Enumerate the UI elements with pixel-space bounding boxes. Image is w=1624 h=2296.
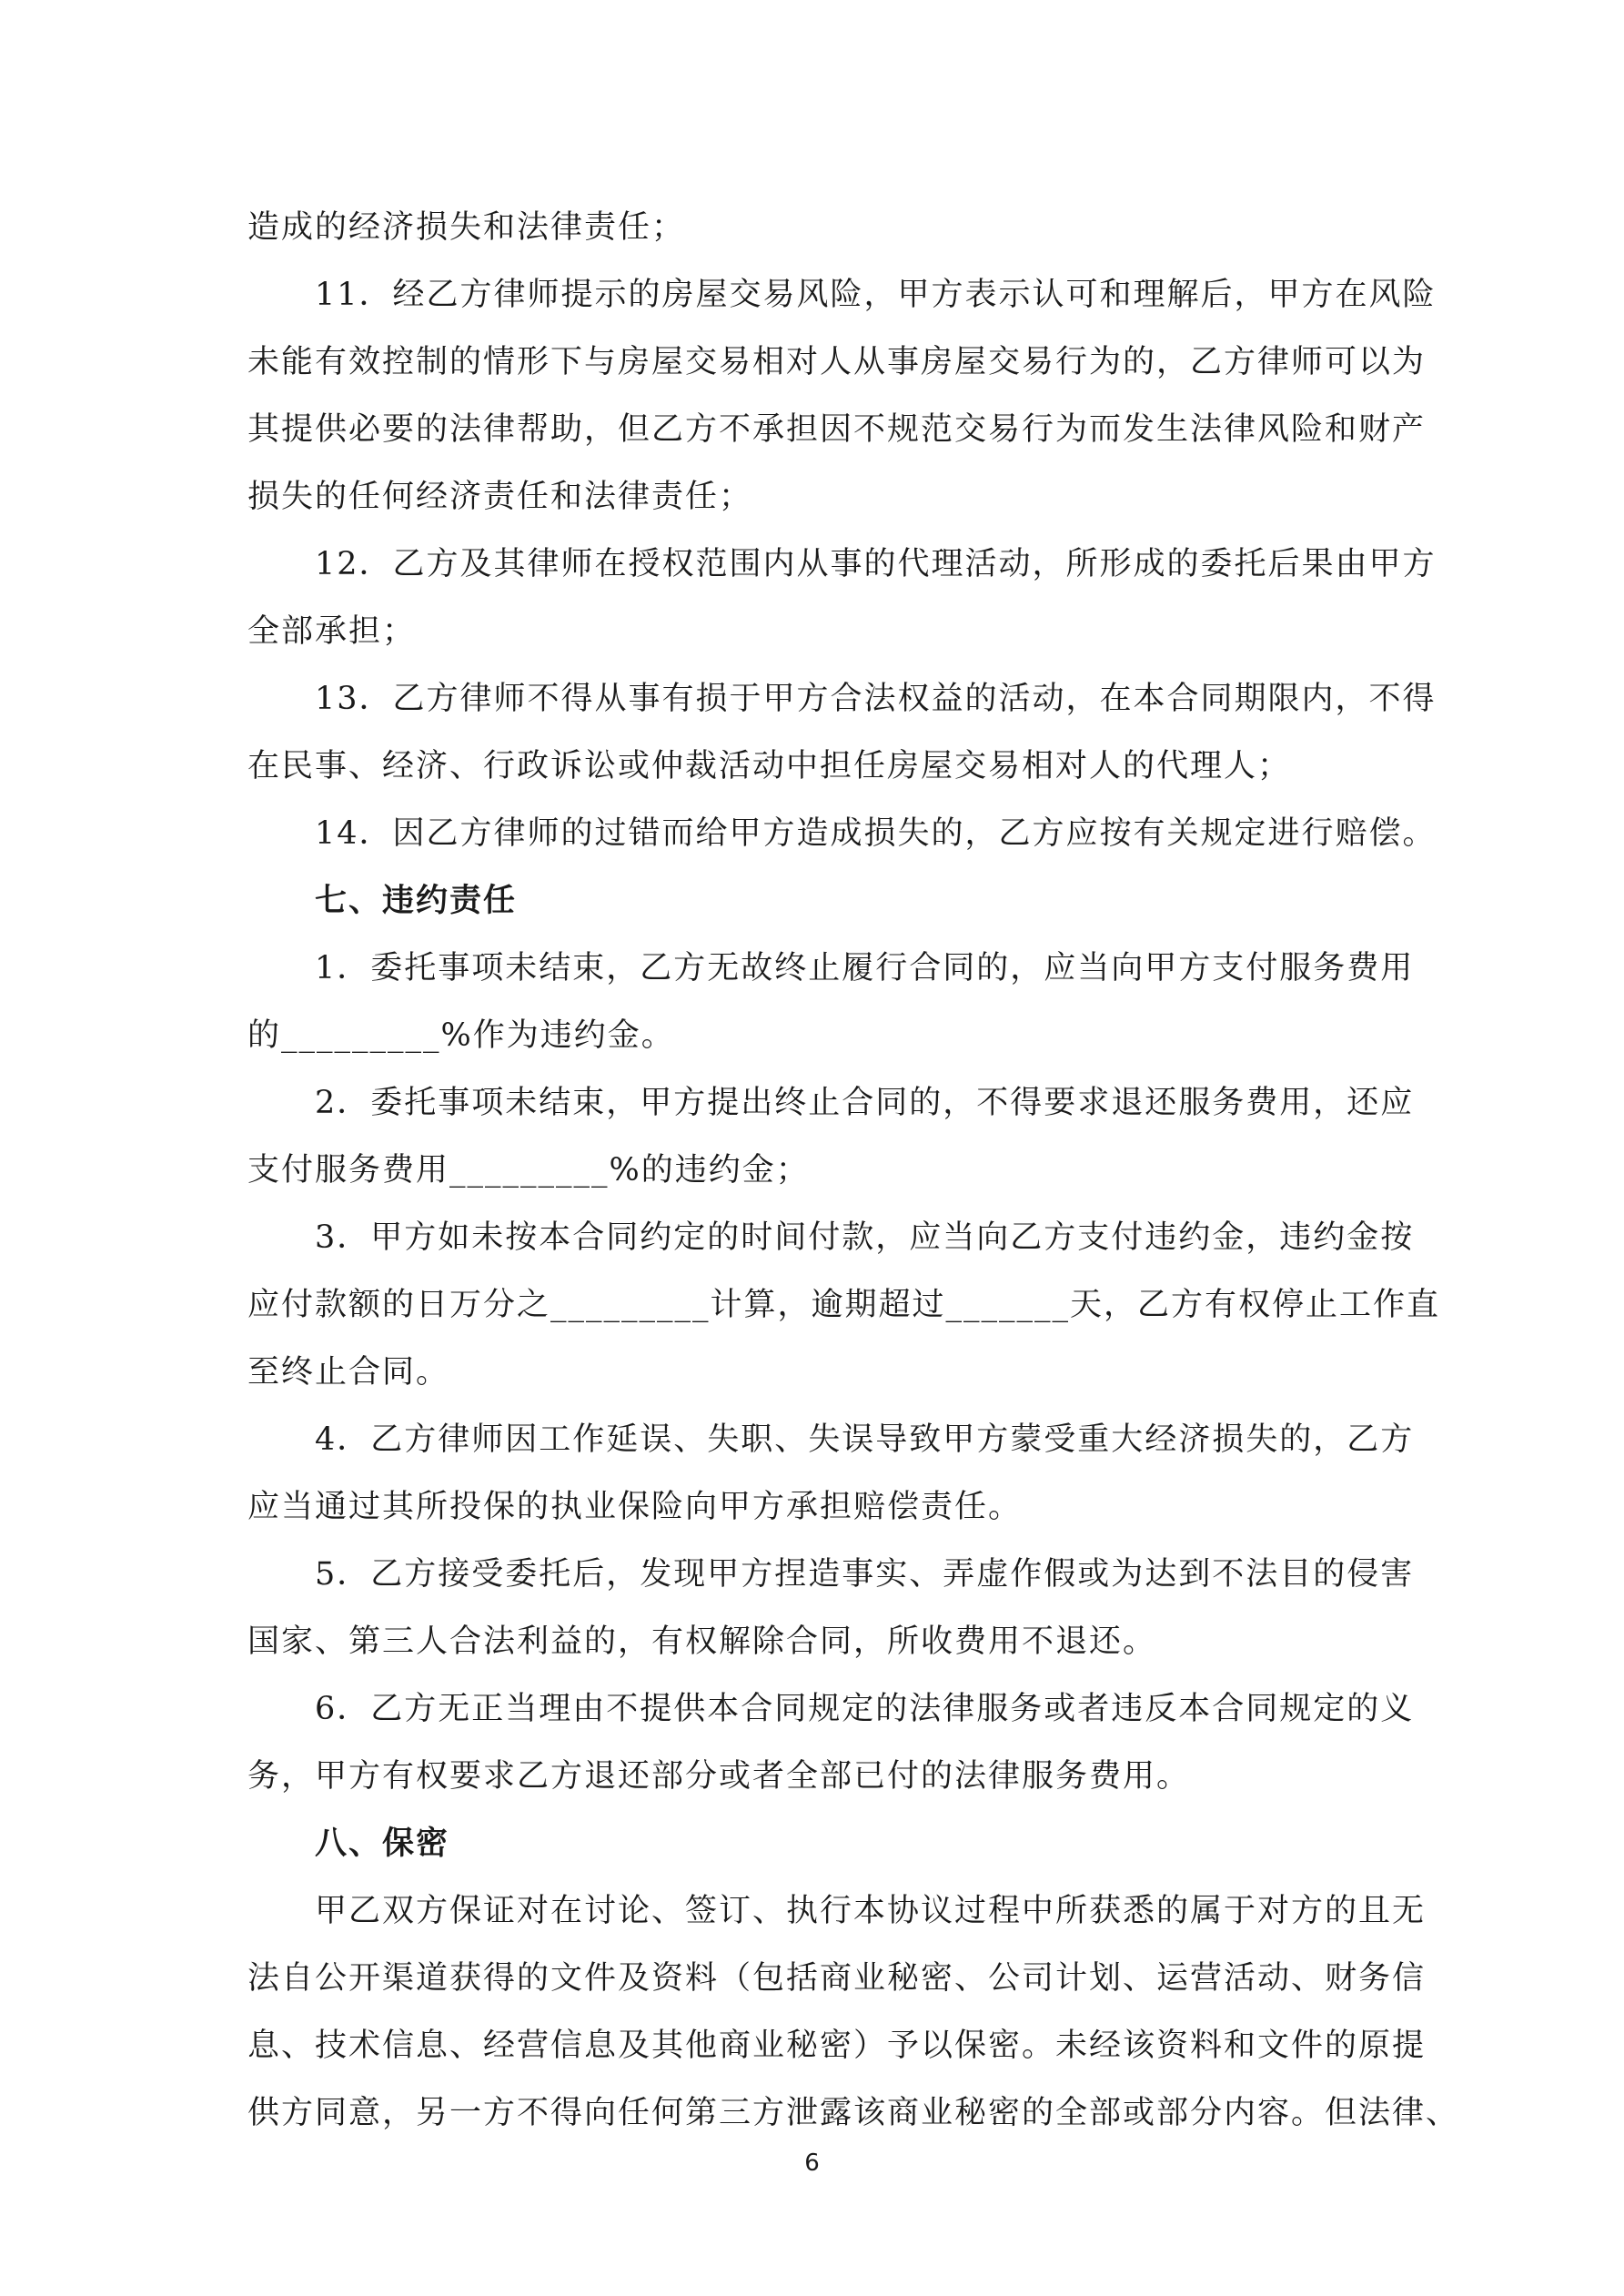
text-line: 国家、第三人合法利益的，有权解除合同，所收费用不退还。 (247, 1623, 1157, 1660)
text-line: 务，甲方有权要求乙方退还部分或者全部已付的法律服务费用。 (247, 1758, 1191, 1795)
text-line: 在民事、经济、行政诉讼或仲裁活动中担任房屋交易相对人的代理人； (247, 748, 1292, 784)
text-line: 造成的经济损失和法律责任； (247, 209, 686, 246)
breach-clause-1: 1．委托事项未结束，乙方无故终止履行合同的，应当向甲方支付服务费用 (315, 950, 1415, 986)
text-line: 未能有效控制的情形下与房屋交易相对人从事房屋交易行为的，乙方律师可以为 (247, 344, 1427, 380)
breach-clause-6: 6．乙方无正当理由不提供本合同规定的法律服务或者违反本合同规定的义 (315, 1691, 1415, 1727)
section-heading-breach: 七、违约责任 (315, 883, 518, 919)
clause-14: 14．因乙方律师的过错而给甲方造成损失的，乙方应按有关规定进行赔偿。 (315, 815, 1437, 852)
breach-clause-4: 4．乙方律师因工作延误、失职、失误导致甲方蒙受重大经济损失的，乙方 (315, 1421, 1415, 1458)
clause-12: 12．乙方及其律师在授权范围内从事的代理活动，所形成的委托后果由甲方 (315, 546, 1437, 582)
page-number: 6 (804, 2149, 820, 2177)
clause-13: 13．乙方律师不得从事有损于甲方合法权益的活动，在本合同期限内，不得 (315, 681, 1437, 717)
text-line: 应付款额的日万分之_________计算，逾期超过_______天，乙方有权停止工作直 (247, 1287, 1441, 1323)
text-line: 至终止合同。 (247, 1354, 450, 1391)
text-line: 其提供必要的法律帮助，但乙方不承担因不规范交易行为而发生法律风险和财产 (247, 411, 1427, 448)
section-heading-confidentiality: 八、保密 (315, 1826, 450, 1862)
text-line: 损失的任何经济责任和法律责任； (247, 479, 753, 515)
breach-clause-3: 3．甲方如未按本合同约定的时间付款，应当向乙方支付违约金，违约金按 (315, 1219, 1415, 1256)
text-line: 的_________%作为违约金。 (247, 1017, 675, 1054)
breach-clause-2: 2．委托事项未结束，甲方提出终止合同的，不得要求退还服务费用，还应 (315, 1085, 1415, 1121)
text-line: 息、技术信息、经营信息及其他商业秘密）予以保密。未经该资料和文件的原提 (247, 2028, 1427, 2064)
confidentiality-paragraph: 甲乙双方保证对在讨论、签订、执行本协议过程中所获悉的属于对方的且无 (315, 1893, 1427, 1929)
clause-11: 11．经乙方律师提示的房屋交易风险，甲方表示认可和理解后，甲方在风险 (315, 277, 1437, 313)
breach-clause-5: 5．乙方接受委托后，发现甲方捏造事实、弄虚作假或为达到不法目的侵害 (315, 1556, 1415, 1593)
text-line: 法自公开渠道获得的文件及资料（包括商业秘密、公司计划、运营活动、财务信 (247, 1960, 1427, 1997)
text-line: 供方同意，另一方不得向任何第三方泄露该商业秘密的全部或部分内容。但法律、 (247, 2095, 1460, 2131)
text-line: 全部承担； (247, 613, 417, 650)
text-line: 应当通过其所投保的执业保险向甲方承担赔偿责任。 (247, 1489, 1023, 1525)
text-line: 支付服务费用_________%的违约金； (247, 1152, 810, 1188)
